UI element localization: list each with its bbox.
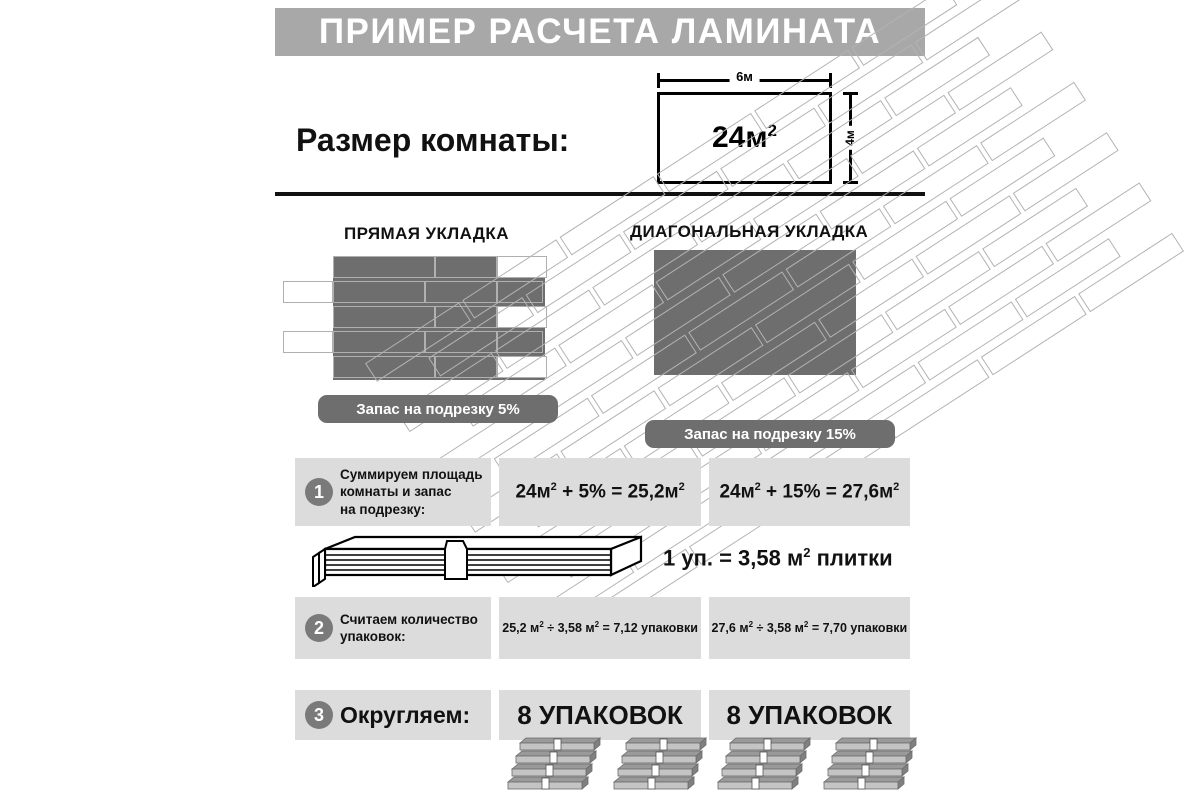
step-3-label: Округляем: <box>340 701 471 728</box>
s1d-mid: + 15% = 27,6м <box>760 481 894 503</box>
pack-icon <box>718 777 798 789</box>
plank <box>283 331 333 353</box>
plank <box>333 281 425 303</box>
pack-icon <box>626 738 706 750</box>
step-1-diagonal-value <box>709 458 910 526</box>
pack-icon <box>618 764 698 776</box>
pack-icon <box>824 777 904 789</box>
step-2-diagonal-value <box>709 597 910 659</box>
s1s-mid: + 5% = 25,2м <box>556 481 679 503</box>
step-1-label <box>340 466 483 518</box>
s2d-asup: 2 <box>748 620 754 630</box>
step-3-straight-value: 8 УПАКОВОК <box>499 690 700 740</box>
pack-icon <box>614 777 694 789</box>
s2s-a: 25,2 м <box>502 621 540 636</box>
plank <box>333 256 435 278</box>
step-3-number: 3 <box>305 701 333 729</box>
pack-stack-svg <box>818 737 918 797</box>
s2d-tail: = 7,70 упаковки <box>808 621 908 636</box>
page-title: ПРИМЕР РАСЧЕТА ЛАМИНАТА <box>318 12 882 51</box>
s1d-bsup: 2 <box>893 480 900 493</box>
room-area-value: $24м^2$ <box>711 121 778 154</box>
straight-result-packs <box>502 737 708 797</box>
pack-svg <box>311 535 651 587</box>
pack-stack-svg <box>502 737 602 797</box>
s2d-mid: ÷ 3,58 м <box>753 621 804 636</box>
s2d-a: 27,6 м <box>711 621 749 636</box>
step-2-label-line-1: Считаем количество <box>340 611 478 627</box>
pack-icon <box>722 764 802 776</box>
step-1-number: 1 <box>305 478 333 506</box>
step-3-diagonal-value: 8 УПАКОВОК <box>709 690 910 740</box>
step-2-label-cell <box>295 597 491 659</box>
diagonal-result-packs <box>712 737 918 797</box>
room-size-label: Размер комнаты: <box>296 122 570 158</box>
straight-waste-badge: Запас на подрезку 5% <box>318 395 558 423</box>
pack-icon <box>828 764 908 776</box>
straight-pattern-heading: ПРЯМАЯ УКЛАДКА <box>344 224 509 243</box>
pack-icon <box>836 738 916 750</box>
step-2-straight-value <box>499 597 700 659</box>
s2s-mid: ÷ 3,58 м <box>543 621 595 636</box>
plank <box>435 256 497 278</box>
pack-caption-prefix: 1 уп. = 3,58 м <box>663 545 804 571</box>
pack-icon <box>726 751 806 763</box>
pack-stack-svg <box>608 737 708 797</box>
pack-icon <box>622 751 702 763</box>
pack-icon <box>512 764 592 776</box>
pack-stack-group <box>818 737 918 797</box>
width-cap-left <box>657 73 660 88</box>
pack-icon <box>508 777 588 789</box>
step-2-label <box>340 611 478 646</box>
step-1-label-line-2: комнаты и запас <box>340 484 452 500</box>
pack-stack-group <box>712 737 812 797</box>
step-1-label-cell <box>295 458 491 526</box>
plank <box>333 306 435 328</box>
s1s-asup: 2 <box>550 480 557 493</box>
pack-icon <box>730 738 810 750</box>
s1s-a: 24м <box>515 481 551 503</box>
step-3-label-cell <box>295 690 491 740</box>
pack-stack-group <box>502 737 602 797</box>
step-1-label-line-1: Суммируем площадь <box>340 467 483 483</box>
pack-stack-svg <box>712 737 812 797</box>
s1d-asup: 2 <box>754 480 761 493</box>
step-1-label-line-3: на подрезку: <box>340 501 426 517</box>
pack-icon <box>520 738 600 750</box>
diagonal-pattern-heading: ДИАГОНАЛЬНАЯ УКЛАДКА <box>630 222 869 241</box>
pack-caption-sup: 2 <box>803 545 811 560</box>
room-height-value: 4м <box>843 126 857 150</box>
s2s-tail: = 7,12 упаковки <box>599 621 698 636</box>
pack-caption-suffix: плитки <box>810 545 893 571</box>
title-banner <box>275 8 925 56</box>
step-1-row <box>295 458 910 526</box>
s2s-asup: 2 <box>539 620 544 630</box>
pack-info-row <box>305 535 915 589</box>
pack-icon <box>516 751 596 763</box>
s2s-bsup: 2 <box>594 620 600 630</box>
step-1-straight-value <box>499 458 700 526</box>
step-2-label-line-2: упаковок: <box>340 629 406 644</box>
laminate-pack-illustration <box>311 535 651 587</box>
diagonal-waste-badge: Запас на подрезку 15% <box>645 420 895 448</box>
plank <box>283 281 333 303</box>
room-width-value: 6м <box>729 69 760 84</box>
pack-stack-group <box>608 737 708 797</box>
step-3-row <box>295 690 910 740</box>
step-2-number: 2 <box>305 614 333 642</box>
step-2-row <box>295 597 910 659</box>
s1s-bsup: 2 <box>678 480 685 493</box>
pack-icon <box>832 751 912 763</box>
s1d-a: 24м <box>719 481 755 503</box>
s2d-bsup: 2 <box>803 620 809 630</box>
pack-coverage-caption <box>663 545 893 571</box>
